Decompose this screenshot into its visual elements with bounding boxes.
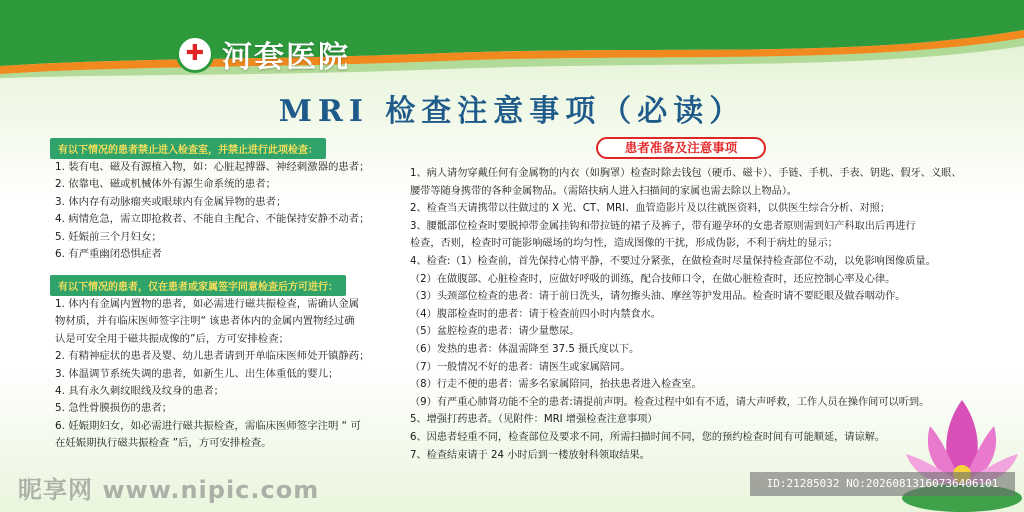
list-item: 7、检查结束请于 24 小时后到一楼放射科领取结果。 <box>410 449 650 461</box>
section-heading-preparation: 患者准备及注意事项 <box>596 137 766 159</box>
list-item: （8）行走不便的患者：需多名家属陪同，抬扶患者进入检查室。 <box>410 379 702 391</box>
list-item: 6. 妊娠期妇女，如必需进行磁共振检查，需临床医师签字注明 “ 可 <box>55 419 361 432</box>
list-item: 4. 具有永久刺纹眼线及纹身的患者； <box>55 385 225 398</box>
list-item: （5）盆腔检查的患者：请少量憋尿。 <box>410 326 580 338</box>
list-item: 2、检查当天请携带以往做过的 X 光、CT、MRI、血管造影片及以往就医资料，以供医生综合分析、对照； <box>410 203 891 215</box>
preparation-list <box>410 165 962 464</box>
list-item: 3. 体温调节系统失调的患者，如新生儿、出生体重低的婴儿； <box>55 367 339 380</box>
section-heading-conditional: 有以下情况的患者，仅在患者或家属签字同意检查后方可进行： <box>50 275 346 296</box>
list-item: （9）有严重心肺肾功能不全的患者:请提前声明。检查过程中如有不适，请大声呼救，工作人员在操作间可以听到。 <box>410 396 930 408</box>
list-item: 腰带等随身携带的各种金属物品。（需陪扶病人进入扫描间的家属也需去除以上物品）。 <box>410 185 798 197</box>
page-title: MRI 检查注意事项（必读） <box>278 94 746 129</box>
list-item: 1、病人请勿穿戴任何有金属物的内衣（如胸罩）检查时除去钱包（硬币、磁卡）、手链、手机、手表、钥匙、假牙、义眼、 <box>410 168 962 179</box>
list-item: 4、检查:（1）检查前，首先保持心情平静，不要过分紧张，在做检查时尽量保持检查部位不动，以免影响图像质量。 <box>410 255 936 267</box>
list-item: 1. 体内有金属内置物的患者，如必需进行磁共振检查，需确认金属 <box>55 298 360 310</box>
header-band <box>0 0 1024 78</box>
list-item: （7）一般情况不好的患者：请医生或家属陪同。 <box>410 361 631 373</box>
hospital-name: 河套医院 <box>222 40 350 75</box>
prohibited-list <box>55 159 370 263</box>
image-id-bar: ID:21285032 NO:20260813160736406101 <box>750 472 1015 496</box>
list-item: 物材质，并有临床医师签字注明“ 该患者体内的金属内置物经过确 <box>55 315 355 328</box>
list-item: 5、增强打药患者。（见附件：MRI 增强检查注意事项） <box>410 414 658 426</box>
list-item: 6. 有严重幽闭恐惧症者 <box>55 248 162 261</box>
list-item: （4）腹部检查时的患者：请于检查前四小时内禁食水。 <box>410 308 661 320</box>
list-item: （2）在做腹部、心脏检查时，应做好呼吸的训练，配合技师口令，在做心脏检查时，还应控制心率及心律。 <box>410 273 896 285</box>
list-item: 1. 装有电、磁及有源植入物，如：心脏起搏器、神经刺激器的患者； <box>55 161 370 173</box>
list-item: 2. 有精神症状的患者及婴、幼儿患者请到开单临床医师处开镇静药； <box>55 350 370 363</box>
list-item: 检查，否则，检查时可能影响磁场的均匀性，造成图像的干扰，形成伪影，不利于病灶的显示； <box>410 238 838 250</box>
list-item: 6、因患者轻重不同，检查部位及要求不同，所需扫描时间不同，您的预约检查时间有可能顺延，请谅解。 <box>410 431 886 443</box>
list-item: （3）头颈部位检查的患者：请于前日洗头，请勿擦头油、摩丝等护发用品。检查时请不要眨眼及做吞咽动作。 <box>410 291 906 303</box>
list-item: 5. 妊娠前三个月妇女； <box>55 230 162 243</box>
medical-cross-icon: ✚ <box>176 35 214 73</box>
conditional-list <box>55 296 370 453</box>
list-item: 3、腰骶部位检查时要脱掉带金属挂钩和带拉链的裙子及裤子，带有避孕环的女患者原则需到妇产科取出后再进行 <box>410 220 916 232</box>
list-item: 2. 依靠电、磁或机械体外有源生命系统的患者； <box>55 178 277 191</box>
list-item: 4. 病情危急，需立即抢救者、不能自主配合、不能保持安静不动者； <box>55 213 370 226</box>
list-item: 认是可安全用于磁共振成像的”后，方可安排检查； <box>55 332 289 345</box>
header-wave <box>0 0 1024 78</box>
watermark: 昵享网 www.nipic.com <box>18 476 320 504</box>
list-item: 5. 急性骨膜损伤的患者； <box>55 402 173 415</box>
list-item: （6）发热的患者：体温需降至 37.5 摄氏度以下。 <box>410 343 640 355</box>
list-item: 在妊娠期执行磁共振检查 ”后，方可安排检查。 <box>55 437 272 450</box>
hospital-logo <box>176 32 350 76</box>
list-item: 3. 体内存有动脉瘤夹或眼球内有金属异物的患者； <box>55 195 287 208</box>
section-heading-prohibited: 有以下情况的患者禁止进入检查室，并禁止进行此项检查： <box>50 138 326 159</box>
